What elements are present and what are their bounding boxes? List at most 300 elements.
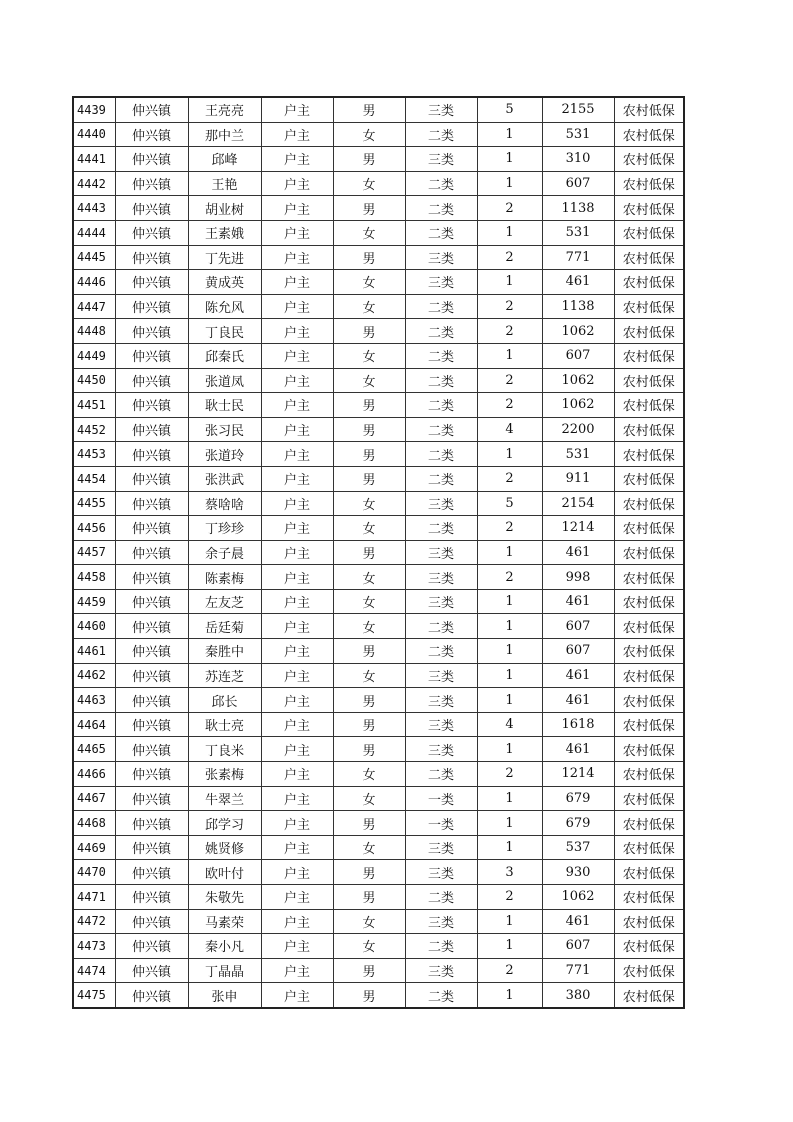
table-row — [73, 663, 684, 688]
cell-row-number: 4447 — [73, 294, 115, 319]
cell-town: 仲兴镇 — [115, 762, 188, 787]
table-row — [73, 417, 684, 442]
cell-town: 仲兴镇 — [115, 786, 188, 811]
cell-row-number: 4462 — [73, 663, 115, 688]
cell-town: 仲兴镇 — [115, 614, 188, 639]
cell-household-size: 1 — [477, 220, 542, 245]
cell-amount: 310 — [542, 147, 614, 172]
cell-row-number: 4475 — [73, 983, 115, 1008]
cell-gender: 女 — [333, 909, 405, 934]
cell-household-role: 户主 — [261, 220, 333, 245]
cell-household-role: 户主 — [261, 319, 333, 344]
cell-town: 仲兴镇 — [115, 909, 188, 934]
cell-household-role: 户主 — [261, 737, 333, 762]
table-row — [73, 909, 684, 934]
cell-gender: 男 — [333, 712, 405, 737]
cell-household-size: 2 — [477, 245, 542, 270]
cell-town: 仲兴镇 — [115, 885, 188, 910]
cell-gender: 男 — [333, 983, 405, 1008]
cell-gender: 男 — [333, 196, 405, 221]
cell-household-size: 1 — [477, 983, 542, 1008]
cell-category: 二类 — [405, 393, 477, 418]
cell-aid-type: 农村低保 — [614, 835, 684, 860]
cell-gender: 女 — [333, 220, 405, 245]
cell-category: 三类 — [405, 958, 477, 983]
cell-town: 仲兴镇 — [115, 245, 188, 270]
table-row — [73, 171, 684, 196]
cell-gender: 女 — [333, 343, 405, 368]
cell-amount: 531 — [542, 220, 614, 245]
cell-town: 仲兴镇 — [115, 516, 188, 541]
cell-household-role: 户主 — [261, 147, 333, 172]
cell-town: 仲兴镇 — [115, 934, 188, 959]
cell-name: 岳廷菊 — [188, 614, 261, 639]
cell-name: 黄成英 — [188, 270, 261, 295]
cell-row-number: 4439 — [73, 97, 115, 122]
cell-household-role: 户主 — [261, 368, 333, 393]
cell-town: 仲兴镇 — [115, 393, 188, 418]
cell-amount: 1062 — [542, 368, 614, 393]
cell-category: 三类 — [405, 712, 477, 737]
table-row — [73, 712, 684, 737]
cell-household-size: 2 — [477, 762, 542, 787]
cell-household-size: 2 — [477, 368, 542, 393]
table-row — [73, 466, 684, 491]
cell-row-number: 4460 — [73, 614, 115, 639]
cell-household-size: 4 — [477, 712, 542, 737]
cell-row-number: 4442 — [73, 171, 115, 196]
cell-household-size: 2 — [477, 393, 542, 418]
table-row — [73, 393, 684, 418]
cell-aid-type: 农村低保 — [614, 442, 684, 467]
cell-household-role: 户主 — [261, 270, 333, 295]
cell-gender: 男 — [333, 737, 405, 762]
cell-amount: 1138 — [542, 196, 614, 221]
cell-town: 仲兴镇 — [115, 270, 188, 295]
cell-town: 仲兴镇 — [115, 97, 188, 122]
cell-name: 姚贤修 — [188, 835, 261, 860]
cell-household-role: 户主 — [261, 762, 333, 787]
cell-gender: 女 — [333, 565, 405, 590]
cell-household-role: 户主 — [261, 811, 333, 836]
cell-amount: 1214 — [542, 516, 614, 541]
cell-aid-type: 农村低保 — [614, 147, 684, 172]
cell-amount: 607 — [542, 343, 614, 368]
cell-row-number: 4469 — [73, 835, 115, 860]
cell-household-size: 2 — [477, 958, 542, 983]
cell-household-role: 户主 — [261, 565, 333, 590]
cell-household-size: 1 — [477, 688, 542, 713]
cell-name: 胡业树 — [188, 196, 261, 221]
cell-household-size: 1 — [477, 737, 542, 762]
cell-aid-type: 农村低保 — [614, 712, 684, 737]
cell-name: 马素荣 — [188, 909, 261, 934]
table-row — [73, 688, 684, 713]
cell-gender: 男 — [333, 393, 405, 418]
cell-category: 三类 — [405, 270, 477, 295]
cell-household-size: 1 — [477, 147, 542, 172]
cell-aid-type: 农村低保 — [614, 811, 684, 836]
cell-gender: 女 — [333, 589, 405, 614]
cell-aid-type: 农村低保 — [614, 220, 684, 245]
cell-amount: 461 — [542, 270, 614, 295]
cell-category: 三类 — [405, 835, 477, 860]
cell-amount: 607 — [542, 614, 614, 639]
cell-household-role: 户主 — [261, 245, 333, 270]
cell-aid-type: 农村低保 — [614, 565, 684, 590]
cell-gender: 女 — [333, 122, 405, 147]
cell-category: 二类 — [405, 442, 477, 467]
cell-category: 二类 — [405, 368, 477, 393]
cell-name: 蔡啥啥 — [188, 491, 261, 516]
table-row — [73, 220, 684, 245]
cell-name: 张申 — [188, 983, 261, 1008]
cell-amount: 1062 — [542, 319, 614, 344]
cell-household-size: 1 — [477, 786, 542, 811]
table-row — [73, 885, 684, 910]
cell-row-number: 4451 — [73, 393, 115, 418]
cell-household-size: 1 — [477, 663, 542, 688]
cell-name: 张素梅 — [188, 762, 261, 787]
table-row — [73, 368, 684, 393]
cell-household-size: 1 — [477, 122, 542, 147]
table-row — [73, 442, 684, 467]
cell-town: 仲兴镇 — [115, 712, 188, 737]
cell-household-role: 户主 — [261, 417, 333, 442]
cell-household-size: 2 — [477, 196, 542, 221]
cell-category: 二类 — [405, 762, 477, 787]
cell-category: 三类 — [405, 909, 477, 934]
cell-town: 仲兴镇 — [115, 589, 188, 614]
cell-gender: 男 — [333, 688, 405, 713]
cell-name: 左友芝 — [188, 589, 261, 614]
cell-gender: 男 — [333, 885, 405, 910]
cell-aid-type: 农村低保 — [614, 122, 684, 147]
cell-aid-type: 农村低保 — [614, 343, 684, 368]
table-row — [73, 516, 684, 541]
cell-row-number: 4445 — [73, 245, 115, 270]
cell-row-number: 4446 — [73, 270, 115, 295]
cell-gender: 女 — [333, 762, 405, 787]
cell-town: 仲兴镇 — [115, 958, 188, 983]
cell-household-size: 3 — [477, 860, 542, 885]
cell-amount: 461 — [542, 663, 614, 688]
cell-amount: 2154 — [542, 491, 614, 516]
cell-category: 二类 — [405, 122, 477, 147]
table-body — [73, 97, 684, 1008]
table-row — [73, 958, 684, 983]
cell-category: 三类 — [405, 540, 477, 565]
cell-amount: 607 — [542, 639, 614, 664]
cell-household-size: 5 — [477, 491, 542, 516]
cell-household-role: 户主 — [261, 442, 333, 467]
cell-aid-type: 农村低保 — [614, 983, 684, 1008]
cell-household-role: 户主 — [261, 97, 333, 122]
cell-row-number: 4449 — [73, 343, 115, 368]
cell-name: 那中兰 — [188, 122, 261, 147]
cell-household-role: 户主 — [261, 983, 333, 1008]
cell-gender: 女 — [333, 270, 405, 295]
cell-town: 仲兴镇 — [115, 368, 188, 393]
cell-aid-type: 农村低保 — [614, 417, 684, 442]
cell-category: 二类 — [405, 516, 477, 541]
cell-household-role: 户主 — [261, 343, 333, 368]
cell-household-role: 户主 — [261, 491, 333, 516]
cell-row-number: 4452 — [73, 417, 115, 442]
cell-name: 邱学习 — [188, 811, 261, 836]
cell-amount: 607 — [542, 171, 614, 196]
cell-aid-type: 农村低保 — [614, 393, 684, 418]
cell-name: 张习民 — [188, 417, 261, 442]
cell-gender: 男 — [333, 540, 405, 565]
cell-amount: 461 — [542, 909, 614, 934]
relief-roster-table — [72, 96, 685, 1009]
cell-gender: 女 — [333, 171, 405, 196]
cell-row-number: 4459 — [73, 589, 115, 614]
cell-aid-type: 农村低保 — [614, 860, 684, 885]
cell-aid-type: 农村低保 — [614, 589, 684, 614]
cell-row-number: 4471 — [73, 885, 115, 910]
cell-town: 仲兴镇 — [115, 565, 188, 590]
cell-amount: 461 — [542, 540, 614, 565]
cell-row-number: 4453 — [73, 442, 115, 467]
table-row — [73, 270, 684, 295]
cell-aid-type: 农村低保 — [614, 909, 684, 934]
cell-gender: 男 — [333, 245, 405, 270]
cell-town: 仲兴镇 — [115, 147, 188, 172]
cell-category: 三类 — [405, 491, 477, 516]
cell-aid-type: 农村低保 — [614, 614, 684, 639]
cell-gender: 女 — [333, 491, 405, 516]
cell-name: 丁良米 — [188, 737, 261, 762]
cell-town: 仲兴镇 — [115, 688, 188, 713]
cell-gender: 男 — [333, 97, 405, 122]
cell-amount: 380 — [542, 983, 614, 1008]
cell-amount: 1138 — [542, 294, 614, 319]
cell-name: 王素娥 — [188, 220, 261, 245]
cell-gender: 女 — [333, 835, 405, 860]
cell-amount: 679 — [542, 811, 614, 836]
cell-aid-type: 农村低保 — [614, 294, 684, 319]
cell-category: 一类 — [405, 811, 477, 836]
cell-aid-type: 农村低保 — [614, 270, 684, 295]
cell-household-size: 1 — [477, 540, 542, 565]
cell-aid-type: 农村低保 — [614, 885, 684, 910]
table-row — [73, 983, 684, 1008]
cell-row-number: 4458 — [73, 565, 115, 590]
cell-category: 二类 — [405, 614, 477, 639]
cell-name: 秦小凡 — [188, 934, 261, 959]
cell-name: 牛翠兰 — [188, 786, 261, 811]
cell-amount: 2155 — [542, 97, 614, 122]
cell-household-size: 2 — [477, 885, 542, 910]
cell-aid-type: 农村低保 — [614, 196, 684, 221]
cell-name: 王艳 — [188, 171, 261, 196]
cell-amount: 930 — [542, 860, 614, 885]
cell-category: 二类 — [405, 319, 477, 344]
cell-household-size: 2 — [477, 319, 542, 344]
cell-category: 三类 — [405, 688, 477, 713]
cell-household-role: 户主 — [261, 171, 333, 196]
cell-row-number: 4470 — [73, 860, 115, 885]
table-row — [73, 860, 684, 885]
cell-category: 二类 — [405, 885, 477, 910]
cell-category: 三类 — [405, 147, 477, 172]
cell-category: 三类 — [405, 97, 477, 122]
cell-town: 仲兴镇 — [115, 196, 188, 221]
cell-gender: 男 — [333, 811, 405, 836]
cell-town: 仲兴镇 — [115, 122, 188, 147]
cell-aid-type: 农村低保 — [614, 639, 684, 664]
cell-row-number: 4466 — [73, 762, 115, 787]
cell-household-size: 2 — [477, 466, 542, 491]
table-row — [73, 122, 684, 147]
cell-name: 陈素梅 — [188, 565, 261, 590]
cell-town: 仲兴镇 — [115, 663, 188, 688]
cell-name: 耿士民 — [188, 393, 261, 418]
cell-town: 仲兴镇 — [115, 983, 188, 1008]
cell-row-number: 4448 — [73, 319, 115, 344]
cell-aid-type: 农村低保 — [614, 934, 684, 959]
cell-amount: 998 — [542, 565, 614, 590]
cell-town: 仲兴镇 — [115, 466, 188, 491]
cell-aid-type: 农村低保 — [614, 319, 684, 344]
cell-category: 三类 — [405, 589, 477, 614]
cell-town: 仲兴镇 — [115, 343, 188, 368]
cell-gender: 男 — [333, 319, 405, 344]
cell-gender: 女 — [333, 934, 405, 959]
cell-category: 二类 — [405, 220, 477, 245]
cell-category: 二类 — [405, 417, 477, 442]
cell-row-number: 4465 — [73, 737, 115, 762]
cell-name: 王亮亮 — [188, 97, 261, 122]
cell-gender: 女 — [333, 516, 405, 541]
cell-gender: 男 — [333, 147, 405, 172]
cell-aid-type: 农村低保 — [614, 516, 684, 541]
cell-name: 秦胜中 — [188, 639, 261, 664]
cell-name: 邱长 — [188, 688, 261, 713]
cell-household-size: 1 — [477, 909, 542, 934]
cell-row-number: 4440 — [73, 122, 115, 147]
cell-amount: 607 — [542, 934, 614, 959]
cell-row-number: 4472 — [73, 909, 115, 934]
cell-name: 丁先进 — [188, 245, 261, 270]
cell-town: 仲兴镇 — [115, 860, 188, 885]
cell-amount: 531 — [542, 122, 614, 147]
cell-row-number: 4450 — [73, 368, 115, 393]
cell-row-number: 4468 — [73, 811, 115, 836]
cell-town: 仲兴镇 — [115, 737, 188, 762]
cell-amount: 1214 — [542, 762, 614, 787]
cell-row-number: 4455 — [73, 491, 115, 516]
cell-household-role: 户主 — [261, 958, 333, 983]
cell-household-size: 1 — [477, 171, 542, 196]
cell-name: 丁晶晶 — [188, 958, 261, 983]
cell-household-size: 1 — [477, 835, 542, 860]
cell-town: 仲兴镇 — [115, 811, 188, 836]
cell-amount: 531 — [542, 442, 614, 467]
cell-amount: 911 — [542, 466, 614, 491]
cell-category: 二类 — [405, 983, 477, 1008]
table-row — [73, 540, 684, 565]
cell-aid-type: 农村低保 — [614, 491, 684, 516]
cell-name: 丁珍珍 — [188, 516, 261, 541]
cell-household-size: 1 — [477, 811, 542, 836]
cell-aid-type: 农村低保 — [614, 688, 684, 713]
cell-town: 仲兴镇 — [115, 294, 188, 319]
cell-town: 仲兴镇 — [115, 220, 188, 245]
cell-household-role: 户主 — [261, 712, 333, 737]
cell-row-number: 4464 — [73, 712, 115, 737]
cell-aid-type: 农村低保 — [614, 737, 684, 762]
cell-town: 仲兴镇 — [115, 835, 188, 860]
table-row — [73, 614, 684, 639]
cell-name: 丁良民 — [188, 319, 261, 344]
cell-amount: 2200 — [542, 417, 614, 442]
cell-household-size: 1 — [477, 639, 542, 664]
cell-amount: 461 — [542, 688, 614, 713]
cell-category: 二类 — [405, 294, 477, 319]
cell-row-number: 4454 — [73, 466, 115, 491]
cell-aid-type: 农村低保 — [614, 663, 684, 688]
cell-town: 仲兴镇 — [115, 442, 188, 467]
cell-town: 仲兴镇 — [115, 639, 188, 664]
cell-amount: 461 — [542, 737, 614, 762]
cell-name: 朱敬先 — [188, 885, 261, 910]
cell-category: 三类 — [405, 565, 477, 590]
cell-household-role: 户主 — [261, 663, 333, 688]
cell-household-role: 户主 — [261, 614, 333, 639]
table-row — [73, 196, 684, 221]
cell-category: 三类 — [405, 860, 477, 885]
cell-row-number: 4443 — [73, 196, 115, 221]
cell-row-number: 4467 — [73, 786, 115, 811]
cell-category: 二类 — [405, 343, 477, 368]
cell-household-size: 4 — [477, 417, 542, 442]
cell-amount: 461 — [542, 589, 614, 614]
cell-row-number: 4474 — [73, 958, 115, 983]
cell-row-number: 4456 — [73, 516, 115, 541]
cell-row-number: 4444 — [73, 220, 115, 245]
cell-aid-type: 农村低保 — [614, 958, 684, 983]
cell-category: 一类 — [405, 786, 477, 811]
table-row — [73, 245, 684, 270]
cell-aid-type: 农村低保 — [614, 540, 684, 565]
cell-household-size: 1 — [477, 270, 542, 295]
cell-name: 耿士亮 — [188, 712, 261, 737]
cell-town: 仲兴镇 — [115, 319, 188, 344]
cell-gender: 男 — [333, 639, 405, 664]
cell-row-number: 4441 — [73, 147, 115, 172]
cell-name: 邱峰 — [188, 147, 261, 172]
cell-amount: 771 — [542, 245, 614, 270]
cell-gender: 男 — [333, 958, 405, 983]
table-row — [73, 319, 684, 344]
cell-household-role: 户主 — [261, 835, 333, 860]
cell-aid-type: 农村低保 — [614, 171, 684, 196]
cell-household-role: 户主 — [261, 639, 333, 664]
table-row — [73, 786, 684, 811]
cell-category: 二类 — [405, 171, 477, 196]
cell-category: 二类 — [405, 639, 477, 664]
cell-gender: 男 — [333, 466, 405, 491]
cell-name: 张道凤 — [188, 368, 261, 393]
table-row — [73, 491, 684, 516]
cell-row-number: 4473 — [73, 934, 115, 959]
cell-aid-type: 农村低保 — [614, 368, 684, 393]
cell-gender: 男 — [333, 860, 405, 885]
cell-gender: 男 — [333, 417, 405, 442]
